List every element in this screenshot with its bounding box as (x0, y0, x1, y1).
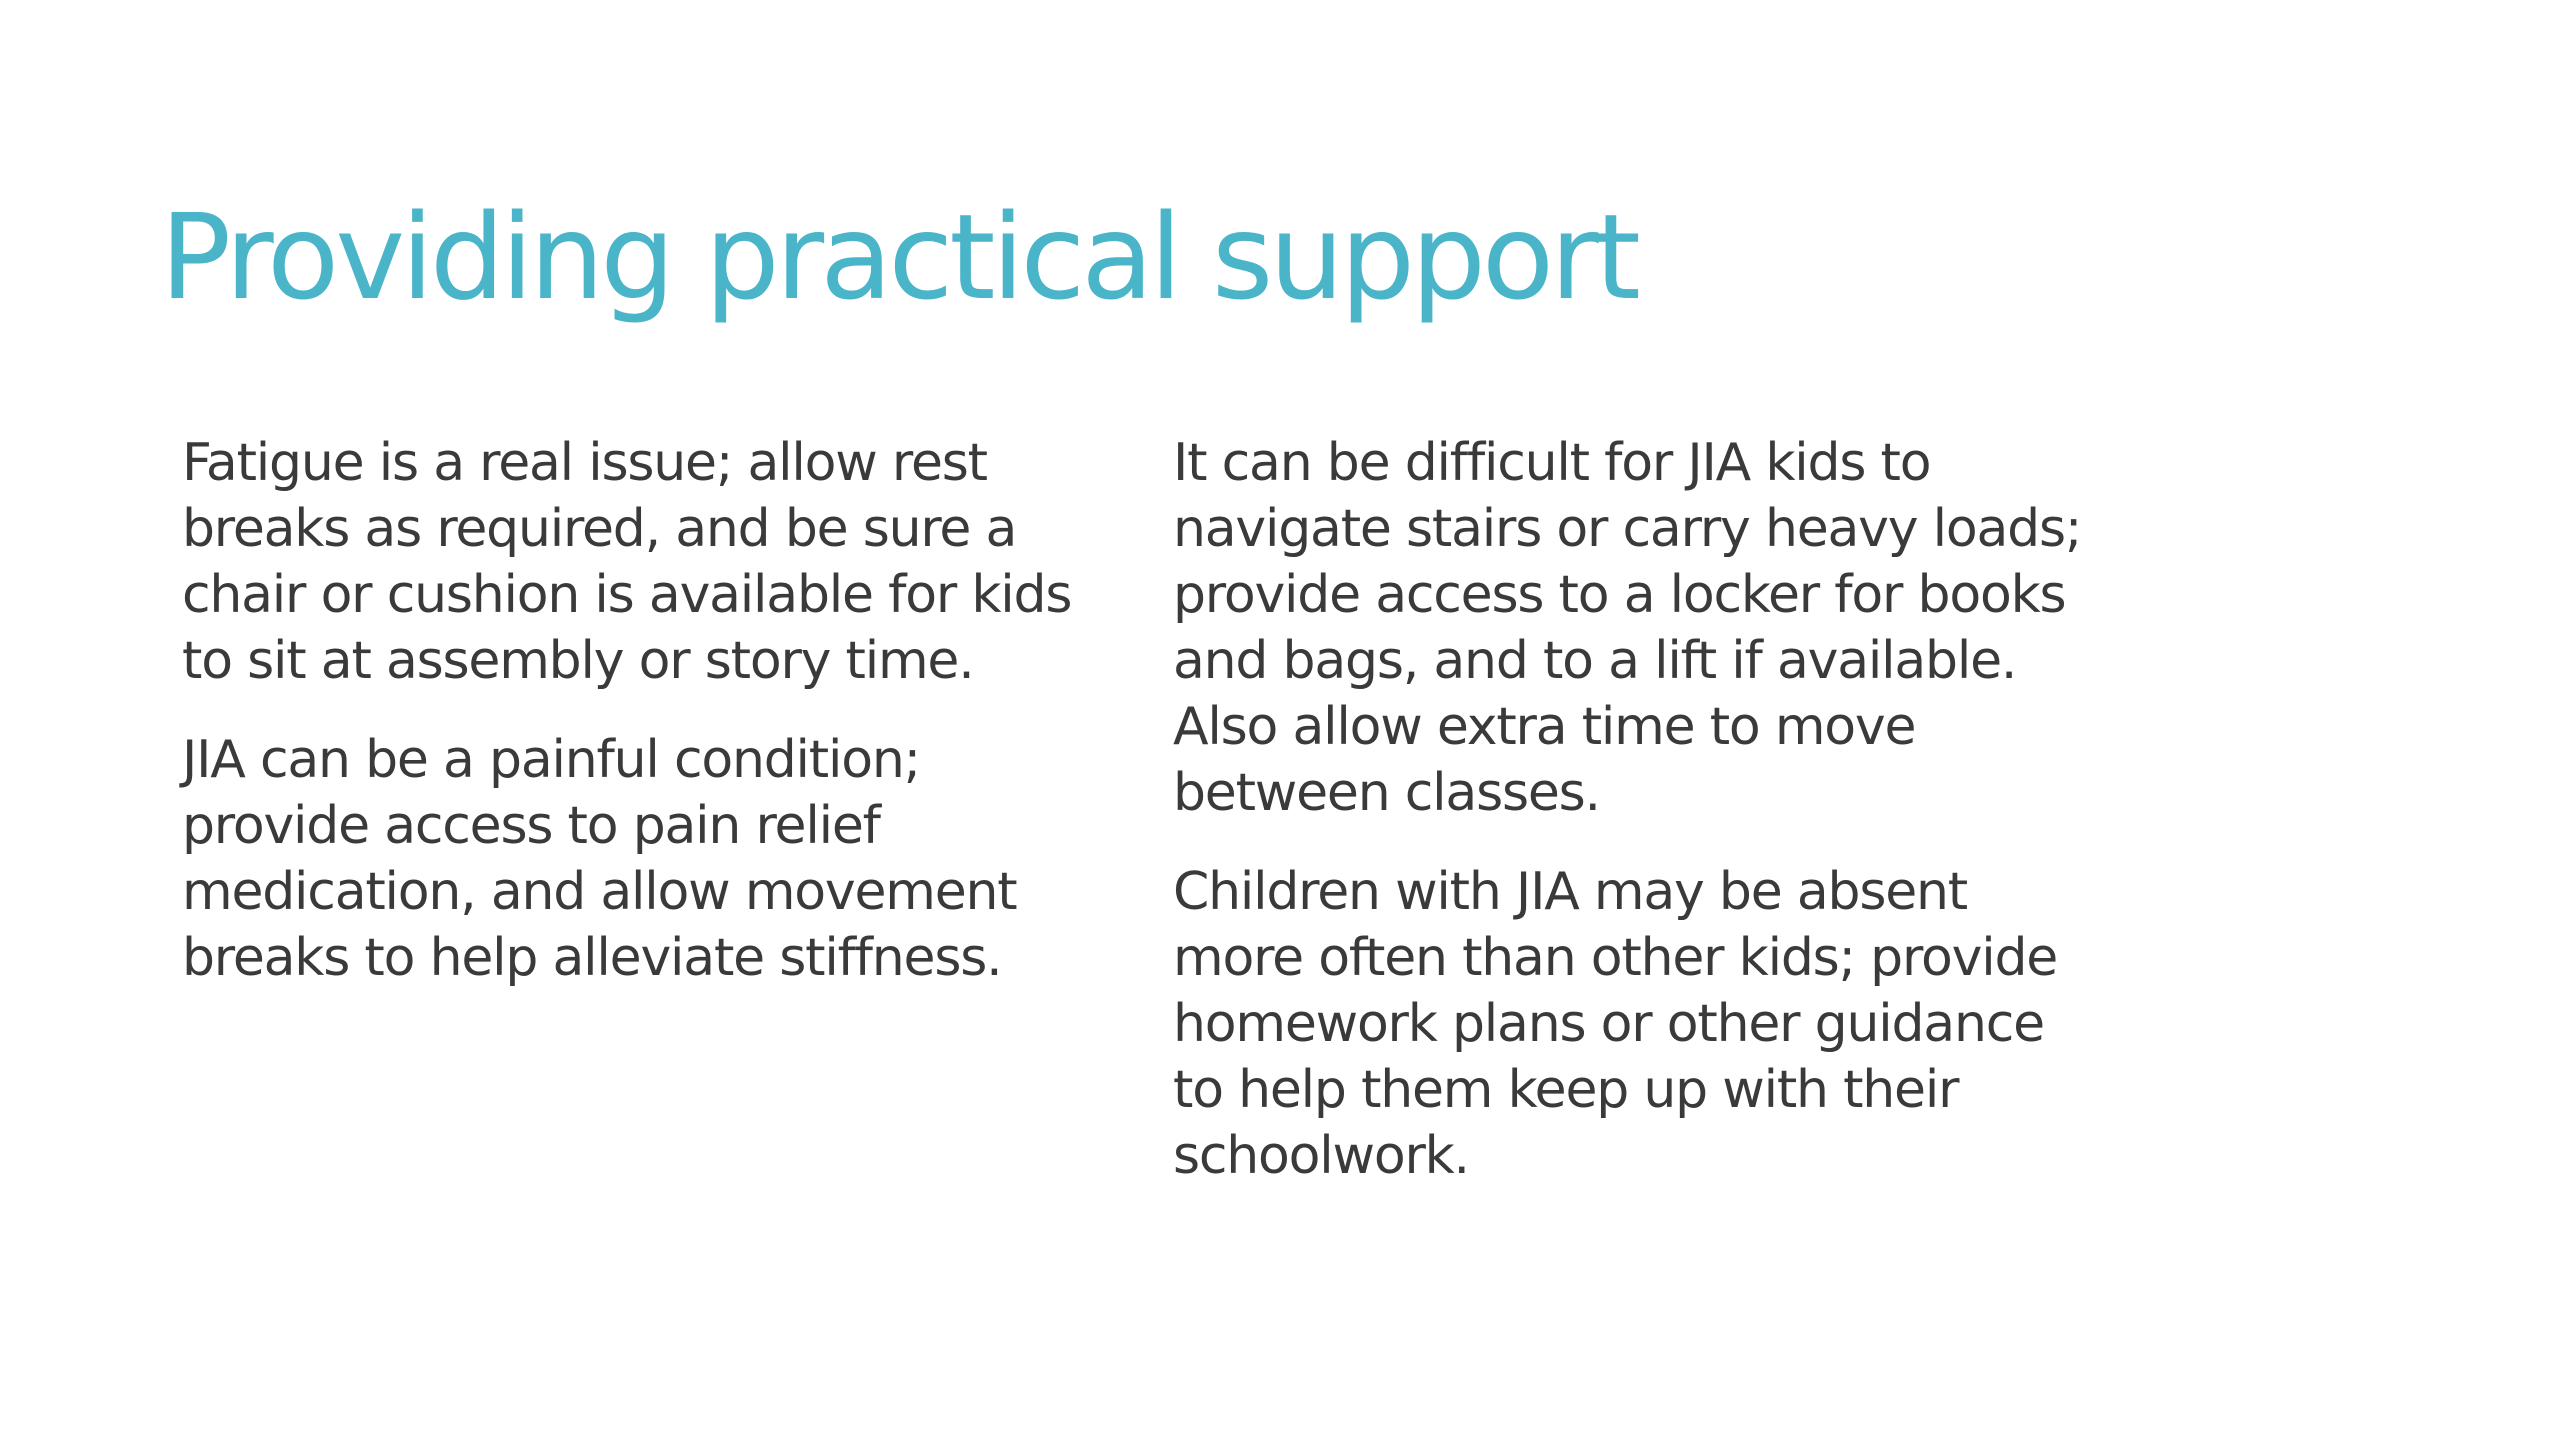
slide-title: Providing practical support (160, 188, 1637, 326)
paragraph-fatigue: Fatigue is a real issue; allow rest breaks as required, and be sure a chair or cushion is available for kids to sit at assembly or story time. (182, 433, 1072, 691)
right-column (1173, 430, 2103, 1222)
paragraph-pain: JIA can be a painful condition; provide access to pain relief medication, and allow movement breaks to help alleviate stiffness. (182, 730, 1017, 988)
paragraph-absence: Children with JIA may be absent more often than other kids; provide homework plans or other guidance to help them keep up with their schoolwork. (1173, 862, 2058, 1186)
paragraph-mobility: It can be difficult for JIA kids to navigate stairs or carry heavy loads; provide access to a locker for books and bags, and to a lift if available. Also allow extra time to move between classes. (1173, 433, 2082, 823)
left-column (182, 430, 1112, 1024)
